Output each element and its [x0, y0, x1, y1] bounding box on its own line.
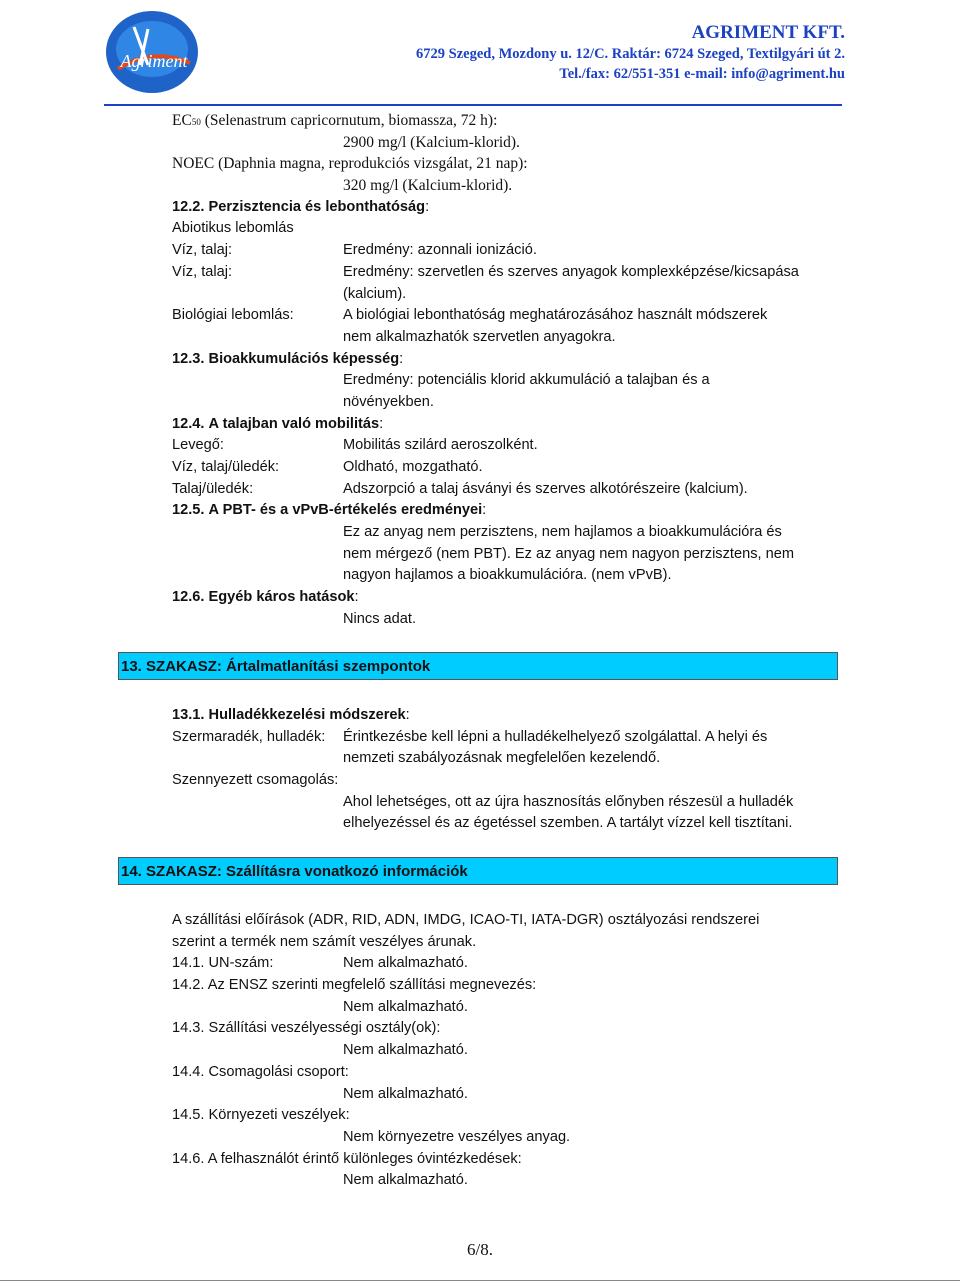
company-info	[416, 22, 845, 84]
footer-divider	[0, 1280, 960, 1281]
heading-12-5: 12.5. A PBT- és a vPvB-értékelés eredményei:	[172, 502, 487, 519]
section-14-content	[172, 910, 852, 1192]
noec-value: 320 mg/l (Kalcium-klorid).	[343, 177, 513, 195]
transport-intro-1: A szállítási előírások (ADR, RID, ADN, IMDG, ICAO-TI, IATA-DGR) osztályozási rendszerei	[172, 912, 760, 928]
packaging-line-1: Ahol lehetséges, ott az újra hasznosítás előnyben részesül a hulladék	[343, 793, 794, 810]
abiotic-row-1: Víz, talaj: Eredmény: azonnali ionizáció.	[172, 242, 537, 259]
mobility-row-air: Levegő: Mobilitás szilárd aeroszolként.	[172, 437, 538, 454]
item-14-2-value: Nem alkalmazható.	[343, 998, 468, 1015]
item-14-5-value: Nem környezetre veszélyes anyag.	[343, 1128, 571, 1145]
item-14-3-value: Nem alkalmazható.	[343, 1042, 468, 1059]
ec50-label: EC50 (Selenastrum capricornutum, biomassza, 72 h):	[172, 112, 498, 129]
heading-13-1: 13.1. Hulladékkezelési módszerek:	[172, 707, 410, 723]
bioaccumulation-value: Eredmény: potenciális klorid akkumuláció a talajban és a	[343, 372, 710, 389]
waste-residue-cont: nemzeti szabályozásnak megfelelően kezelendő.	[343, 750, 661, 767]
heading-12-3: 12.3. Bioakkumulációs képesség:	[172, 350, 404, 367]
company-name: AGRIMENT KFT.	[691, 22, 845, 43]
packaging-label: Szennyezett csomagolás:	[172, 772, 339, 789]
section-12-content	[172, 110, 852, 631]
un-number-row: 14.1. UN-szám: Nem alkalmazható.	[172, 955, 468, 972]
packaging-line-2: elhelyezéssel és az égetéssel szemben. A tartályt vízzel kell tisztítani.	[343, 815, 793, 832]
bioaccumulation-cont: növényekben.	[343, 393, 434, 410]
transport-intro-2: szerint a termék nem számít veszélyes árunak.	[172, 933, 477, 950]
ec50-value: 2900 mg/l (Kalcium-klorid).	[343, 133, 520, 151]
abiotic-label: Abiotikus lebomlás	[172, 220, 294, 237]
item-14-5-label: 14.5. Környezeti veszélyek:	[172, 1107, 350, 1124]
heading-12-4: 12.4. A talajban való mobilitás:	[172, 415, 384, 432]
biological-row: Biológiai lebomlás: A biológiai lebonthatóság meghatározásához használt módszerek	[172, 307, 768, 324]
heading-12-6: 12.6. Egyéb káros hatások:	[172, 589, 359, 606]
biological-row-cont: nem alkalmazhatók szervetlen anyagokra.	[343, 328, 616, 345]
waste-residue-row: Szermaradék, hulladék: Érintkezésbe kell lépni a hulladékelhelyező szolgálattal. A helyi és	[172, 728, 768, 745]
company-contact: Tel./fax: 62/551-351 e-mail: info@agriment.hu	[559, 66, 845, 82]
page-number: 6/8.	[467, 1240, 493, 1259]
item-14-3-label: 14.3. Szállítási veszélyességi osztály(ok):	[172, 1020, 441, 1037]
page-header	[0, 0, 960, 110]
section-13-bar: 13. SZAKASZ: Ártalmatlanítási szempontok	[118, 652, 838, 680]
item-14-2-label: 14.2. Az ENSZ szerinti megfelelő szállítási megnevezés:	[172, 977, 537, 994]
item-14-6-label: 14.6. A felhasználót érintő különleges óvintézkedések:	[172, 1150, 522, 1167]
other-effects-value: Nincs adat.	[343, 610, 417, 627]
noec-label: NOEC (Daphnia magna, reprodukciós vizsgálat, 21 nap):	[172, 155, 528, 173]
pbt-line-3: nagyon hajlamos a bioakkumulációra. (nem vPvB).	[343, 567, 672, 584]
item-14-4-label: 14.4. Csomagolási csoport:	[172, 1063, 349, 1080]
heading-12-2: 12.2. Perzisztencia és lebonthatóság:	[172, 198, 430, 215]
company-logo-icon	[104, 9, 200, 95]
header-divider	[104, 104, 842, 106]
pbt-line-2: nem mérgező (nem PBT). Ez az anyag nem nagyon perzisztens, nem	[343, 545, 794, 562]
section-13-content	[172, 705, 852, 835]
mobility-row-water: Víz, talaj/üledék: Oldható, mozgatható.	[172, 459, 483, 475]
mobility-row-soil: Talaj/üledék: Adszorpció a talaj ásványi és szerves alkotórészeire (kalcium).	[172, 480, 748, 497]
company-address: 6729 Szeged, Mozdony u. 12/C. Raktár: 6724 Szeged, Textilgyári út 2.	[416, 46, 845, 62]
pbt-line-1: Ez az anyag nem perzisztens, nem hajlamos a bioakkumulációra és	[343, 524, 782, 541]
abiotic-row-2-cont: (kalcium).	[343, 285, 407, 302]
item-14-6-value: Nem alkalmazható.	[343, 1172, 468, 1189]
item-14-4-value: Nem alkalmazható.	[343, 1085, 468, 1102]
abiotic-row-2: Víz, talaj: Eredmény: szervetlen és szerves anyagok komplexképzése/kicsapása	[172, 263, 799, 280]
section-14-bar: 14. SZAKASZ: Szállításra vonatkozó információk	[118, 857, 838, 885]
svg-text:Agriment: Agriment	[120, 51, 188, 71]
